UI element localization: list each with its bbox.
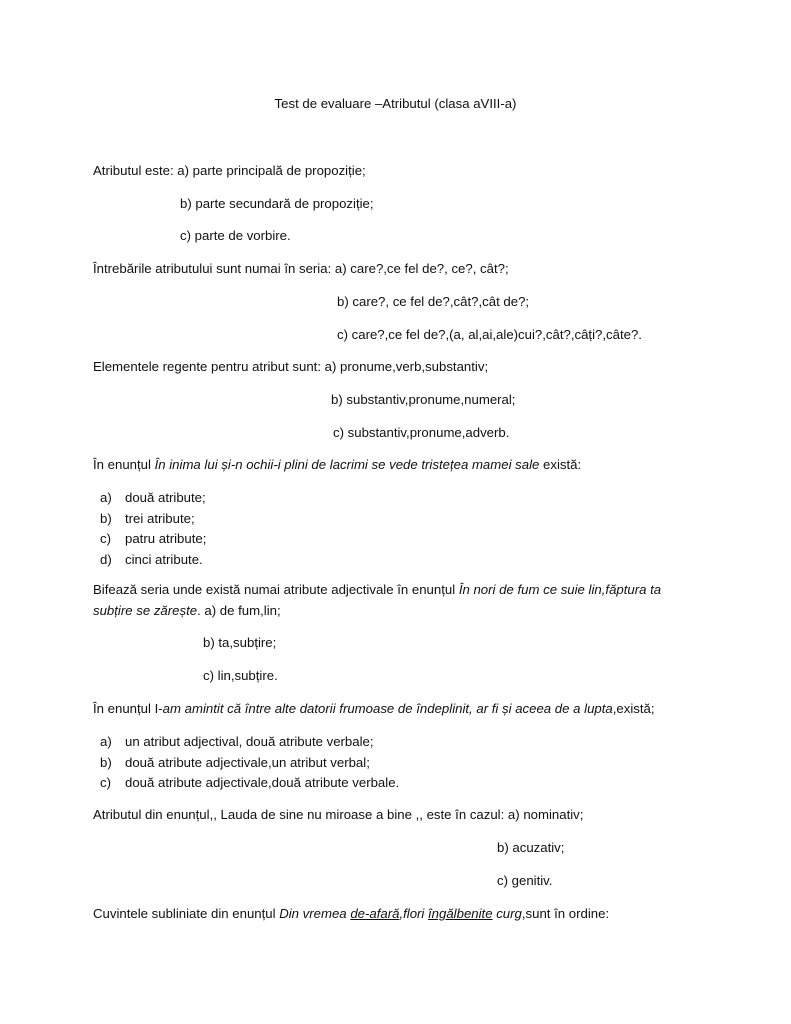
q4-prompt xyxy=(93,457,581,473)
q8-quote-part-b: ,flori xyxy=(399,906,429,921)
q8-underlined-word-1: de-afară xyxy=(350,906,400,921)
q3-prompt: Elementele regente pentru atribut sunt: a) pronume,verb,substantiv; xyxy=(93,359,489,374)
option-marker: b) xyxy=(100,754,112,770)
q8-underlined-word-2: îngălbenite xyxy=(428,906,493,921)
option-marker: c) xyxy=(100,531,111,546)
q5-quote-line1: În nori de fum ce suie lin,făptura ta xyxy=(458,582,662,597)
q2-option-b: b) care?, ce fel de?,cât?,cât de?; xyxy=(337,294,530,309)
q5-prompt-line1 xyxy=(93,582,661,598)
option-marker: d) xyxy=(100,551,112,567)
q5-suffix: . a) de fum,lin; xyxy=(197,603,281,618)
q6-prompt xyxy=(93,701,655,717)
q1-prompt: Atributul este: a) parte principală de propoziție; xyxy=(93,163,366,178)
option-text: două atribute adjectivale,două atribute verbale. xyxy=(125,775,400,790)
q1-option-c: c) parte de vorbire. xyxy=(180,228,291,243)
q8-prompt xyxy=(93,906,609,922)
q6-suffix: ,există; xyxy=(612,701,655,716)
q2-option-c: c) care?,ce fel de?,(a, al,ai,ale)cui?,cât?,câți?,câte?. xyxy=(337,327,642,342)
q7-option-c: c) genitiv. xyxy=(497,873,553,888)
option-marker: c) xyxy=(100,775,111,790)
q8-suffix: ,sunt în ordine: xyxy=(521,906,610,921)
q5-option-b: b) ta,subțire; xyxy=(203,635,277,650)
q6-quote: am amintit că între alte datorii frumoase de îndeplinit, ar fi și aceea de a lupta xyxy=(162,701,613,716)
q4-quote: În inima lui și-n ochii-i plini de lacrimi se vede tristețea mamei sale xyxy=(154,457,540,472)
q3-option-b: b) substantiv,pronume,numeral; xyxy=(331,392,516,407)
q2-prompt: Întrebările atributului sunt numai în seria: a) care?,ce fel de?, ce?, cât?; xyxy=(93,261,509,276)
q6-prefix: În enunțul I- xyxy=(93,701,163,716)
q3-option-c: c) substantiv,pronume,adverb. xyxy=(333,425,510,440)
q4-prefix: În enunțul xyxy=(93,457,155,472)
option-marker: a) xyxy=(100,490,112,505)
option-text: patru atribute; xyxy=(125,531,207,546)
option-text: două atribute adjectivale,un atribut verbal; xyxy=(125,754,370,770)
page-title: Test de evaluare –Atributul (clasa aVIII-a) xyxy=(274,96,517,111)
option-marker: b) xyxy=(100,510,112,526)
option-text: un atribut adjectival, două atribute verbale; xyxy=(125,734,374,749)
q8-quote-part-c: curg xyxy=(492,906,522,921)
q5-option-c: c) lin,subțire. xyxy=(203,668,278,683)
q7-option-b: b) acuzativ; xyxy=(497,840,565,855)
option-text: cinci atribute. xyxy=(125,551,203,567)
q8-quote xyxy=(279,906,522,921)
q8-prefix: Cuvintele subliniate din enunțul xyxy=(93,906,280,921)
q1-option-b: b) parte secundară de propoziție; xyxy=(180,196,374,211)
q5-prefix: Bifează seria unde există numai atribute adjectivale în enunțul xyxy=(93,582,459,597)
option-text: trei atribute; xyxy=(125,510,195,526)
q5-prompt-line2 xyxy=(93,603,281,619)
option-marker: a) xyxy=(100,734,112,749)
q5-quote-line2: subțire se zărește xyxy=(93,603,198,618)
q7-prompt: Atributul din enunțul,, Lauda de sine nu miroase a bine ,, este în cazul: a) nominativ; xyxy=(93,807,584,822)
q8-quote-part-a: Din vremea xyxy=(279,906,351,921)
q4-suffix: există: xyxy=(539,457,582,472)
option-text: două atribute; xyxy=(125,490,206,505)
